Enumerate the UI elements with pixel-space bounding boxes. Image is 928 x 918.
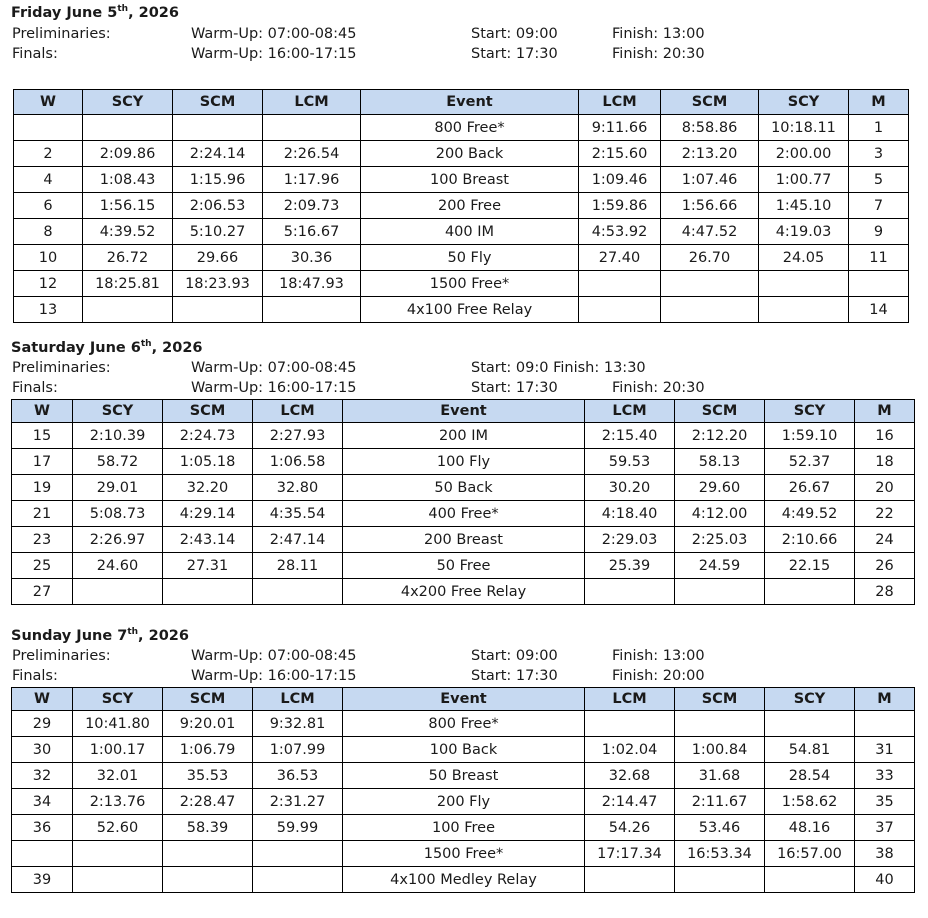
preliminaries-start: Start: 09:00 [471,26,558,42]
time-cell: 38 [855,841,915,867]
column-header: LCM [253,688,343,711]
column-header: SCY [765,400,855,423]
event-cell: 100 Back [343,737,585,763]
time-cell [73,867,163,893]
time-cell: 1:00.17 [73,737,163,763]
table-row [12,423,915,449]
time-cell [163,867,253,893]
table-row [12,475,915,501]
event-cell: 1500 Free* [361,271,579,297]
time-cell [765,867,855,893]
table-row [12,763,915,789]
time-cell: 2:26.97 [73,527,163,553]
times-table [13,89,909,323]
time-cell [263,115,361,141]
time-cell [585,867,675,893]
finals-start: Start: 17:30 [471,46,558,62]
preliminaries-start: Start: 09:0 Finish: 13:30 [471,360,646,376]
time-cell [855,711,915,737]
column-header: M [855,400,915,423]
finals-finish: Finish: 20:30 [612,380,705,396]
time-cell: 2:06.53 [173,193,263,219]
table-row [14,193,909,219]
day-title-year: , 2026 [128,5,179,21]
finals-finish: Finish: 20:30 [612,46,705,62]
preliminaries-warmup: Warm-Up: 07:00-08:45 [191,648,357,664]
event-cell: 50 Back [343,475,585,501]
header-row [12,400,915,423]
time-cell: 30 [12,737,73,763]
preliminaries-label: Preliminaries: [12,360,111,376]
day-section [0,340,928,630]
time-cell: 1:56.66 [661,193,759,219]
time-cell: 4:53.92 [579,219,661,245]
time-cell: 2:43.14 [163,527,253,553]
column-header: M [849,90,909,115]
time-cell: 1:07.46 [661,167,759,193]
times-table [11,399,915,605]
table-row [12,449,915,475]
time-cell: 34 [12,789,73,815]
column-header: Event [343,688,585,711]
time-cell [14,115,83,141]
time-cell: 4:39.52 [83,219,173,245]
time-cell: 2:24.73 [163,423,253,449]
time-cell: 26.72 [83,245,173,271]
event-cell: 1500 Free* [343,841,585,867]
event-cell: 50 Fly [361,245,579,271]
time-cell: 10:18.11 [759,115,849,141]
event-cell: 400 Free* [343,501,585,527]
event-cell: 400 IM [361,219,579,245]
table-row [12,789,915,815]
time-cell: 10 [14,245,83,271]
event-cell: 200 Back [361,141,579,167]
time-cell: 31 [855,737,915,763]
day-title [11,340,203,356]
time-cell: 4:18.40 [585,501,675,527]
time-cell: 12 [14,271,83,297]
time-cell: 26 [855,553,915,579]
time-cell: 28.54 [765,763,855,789]
time-cell: 22.15 [765,553,855,579]
time-cell: 2:09.73 [263,193,361,219]
time-cell: 39 [12,867,73,893]
table-row [12,711,915,737]
time-cell: 30.36 [263,245,361,271]
time-cell [675,711,765,737]
column-header: W [12,400,73,423]
preliminaries-start: Start: 09:00 [471,648,558,664]
time-cell [263,297,361,323]
time-cell: 2:13.20 [661,141,759,167]
time-cell: 2:27.93 [253,423,343,449]
time-cell: 1:00.84 [675,737,765,763]
table-row [14,219,909,245]
time-cell: 7 [849,193,909,219]
time-cell [661,271,759,297]
time-cell: 2:12.20 [675,423,765,449]
time-cell: 36.53 [253,763,343,789]
time-cell: 58.72 [73,449,163,475]
time-cell: 53.46 [675,815,765,841]
column-header: SCY [759,90,849,115]
time-cell: 24.59 [675,553,765,579]
finals-start: Start: 17:30 [471,380,558,396]
time-cell: 2:31.27 [253,789,343,815]
time-cell: 27 [12,579,73,605]
time-cell: 11 [849,245,909,271]
time-cell: 33 [855,763,915,789]
time-cell: 24.60 [73,553,163,579]
column-header: Event [361,90,579,115]
time-cell: 2:13.76 [73,789,163,815]
day-title-text: Saturday June 6 [11,340,141,356]
time-cell: 2:29.03 [585,527,675,553]
finals-warmup: Warm-Up: 16:00-17:15 [191,380,357,396]
time-cell: 16:53.34 [675,841,765,867]
finals-warmup: Warm-Up: 16:00-17:15 [191,46,357,62]
time-cell [83,297,173,323]
time-cell: 32.01 [73,763,163,789]
column-header: W [12,688,73,711]
time-cell: 2:10.66 [765,527,855,553]
time-cell: 54.26 [585,815,675,841]
times-table [11,687,915,893]
preliminaries-label: Preliminaries: [12,648,111,664]
table-row [12,737,915,763]
time-cell: 19 [12,475,73,501]
time-cell: 58.39 [163,815,253,841]
time-cell: 32 [12,763,73,789]
time-cell: 54.81 [765,737,855,763]
time-cell: 5 [849,167,909,193]
table-row [14,297,909,323]
preliminaries-finish: Finish: 13:00 [612,26,705,42]
time-cell: 1:59.86 [579,193,661,219]
time-cell [759,297,849,323]
column-header: LCM [579,90,661,115]
time-cell: 1:56.15 [83,193,173,219]
day-title-year: , 2026 [151,340,203,356]
time-cell [765,579,855,605]
table-row [14,141,909,167]
time-cell: 1:45.10 [759,193,849,219]
time-cell: 1 [849,115,909,141]
day-section [0,4,928,318]
time-cell: 2:10.39 [73,423,163,449]
time-cell: 58.13 [675,449,765,475]
time-cell: 18 [855,449,915,475]
time-cell: 2:24.14 [173,141,263,167]
time-cell: 1:05.18 [163,449,253,475]
day-title [11,628,189,644]
time-cell: 9:20.01 [163,711,253,737]
time-cell: 2:00.00 [759,141,849,167]
table-row [14,115,909,141]
time-cell: 2:28.47 [163,789,253,815]
time-cell: 5:10.27 [173,219,263,245]
time-cell: 4 [14,167,83,193]
time-cell: 16 [855,423,915,449]
day-section [0,628,928,918]
time-cell: 28.11 [253,553,343,579]
time-cell [163,841,253,867]
column-header: SCM [661,90,759,115]
time-cell: 25.39 [585,553,675,579]
time-cell: 18:25.81 [83,271,173,297]
column-header: SCM [163,400,253,423]
column-header: SCY [73,400,163,423]
time-cell: 4:35.54 [253,501,343,527]
finals-warmup: Warm-Up: 16:00-17:15 [191,668,357,684]
time-cell: 21 [12,501,73,527]
table-row [12,841,915,867]
time-cell: 10:41.80 [73,711,163,737]
column-header: SCY [765,688,855,711]
time-cell: 5:16.67 [263,219,361,245]
time-cell [675,579,765,605]
time-cell: 15 [12,423,73,449]
time-cell: 2:15.40 [585,423,675,449]
column-header: SCY [73,688,163,711]
time-cell: 1:59.10 [765,423,855,449]
time-cell: 17:17.34 [585,841,675,867]
day-title-suffix: th [140,339,152,349]
column-header: SCM [675,400,765,423]
preliminaries-label: Preliminaries: [12,26,111,42]
time-cell: 1:06.79 [163,737,253,763]
time-cell: 35.53 [163,763,253,789]
time-cell [253,841,343,867]
time-cell: 1:58.62 [765,789,855,815]
time-cell [849,271,909,297]
time-cell [585,711,675,737]
time-cell [253,579,343,605]
finals-label: Finals: [12,668,58,684]
time-cell: 4:12.00 [675,501,765,527]
table-row [14,245,909,271]
table-row [12,553,915,579]
event-cell: 4x100 Medley Relay [343,867,585,893]
time-cell: 1:07.99 [253,737,343,763]
time-cell: 32.20 [163,475,253,501]
time-cell: 35 [855,789,915,815]
time-cell [83,115,173,141]
time-cell: 1:17.96 [263,167,361,193]
column-header: SCY [83,90,173,115]
event-cell: 800 Free* [361,115,579,141]
time-cell: 9:11.66 [579,115,661,141]
time-cell: 26.70 [661,245,759,271]
column-header: SCM [163,688,253,711]
time-cell: 30.20 [585,475,675,501]
day-title-year: , 2026 [138,628,189,644]
time-cell: 4:29.14 [163,501,253,527]
time-cell [661,297,759,323]
column-header: LCM [263,90,361,115]
column-header: M [855,688,915,711]
time-cell: 1:06.58 [253,449,343,475]
time-cell: 59.53 [585,449,675,475]
time-cell [675,867,765,893]
column-header: SCM [675,688,765,711]
time-cell [579,271,661,297]
time-cell: 2 [14,141,83,167]
time-cell: 36 [12,815,73,841]
time-cell: 52.37 [765,449,855,475]
event-cell: 4x100 Free Relay [361,297,579,323]
time-cell: 1:00.77 [759,167,849,193]
time-cell: 2:15.60 [579,141,661,167]
event-cell: 200 IM [343,423,585,449]
table-row [12,579,915,605]
time-cell: 18:23.93 [173,271,263,297]
time-cell [12,841,73,867]
finals-finish: Finish: 20:00 [612,668,705,684]
time-cell [579,297,661,323]
time-cell: 32.80 [253,475,343,501]
header-row [12,688,915,711]
time-cell [173,297,263,323]
event-cell: 800 Free* [343,711,585,737]
time-cell: 3 [849,141,909,167]
day-title-suffix: th [127,627,139,637]
time-cell: 2:09.86 [83,141,173,167]
time-cell [765,711,855,737]
time-cell: 2:14.47 [585,789,675,815]
time-cell: 29 [12,711,73,737]
day-title-text: Sunday June 7 [11,628,128,644]
column-header: W [14,90,83,115]
column-header: Event [343,400,585,423]
time-cell: 27.31 [163,553,253,579]
time-cell: 9 [849,219,909,245]
time-cell: 1:08.43 [83,167,173,193]
time-cell: 40 [855,867,915,893]
time-cell: 18:47.93 [263,271,361,297]
event-cell: 100 Fly [343,449,585,475]
time-cell: 5:08.73 [73,501,163,527]
day-title-text: Friday June 5 [11,5,118,21]
time-cell [73,841,163,867]
time-cell: 31.68 [675,763,765,789]
time-cell: 48.16 [765,815,855,841]
time-cell [73,579,163,605]
event-cell: 100 Breast [361,167,579,193]
column-header: LCM [585,688,675,711]
event-cell: 4x200 Free Relay [343,579,585,605]
preliminaries-warmup: Warm-Up: 07:00-08:45 [191,360,357,376]
time-cell [253,867,343,893]
time-cell: 14 [849,297,909,323]
column-header: LCM [253,400,343,423]
time-cell: 1:02.04 [585,737,675,763]
time-cell [585,579,675,605]
event-cell: 200 Fly [343,789,585,815]
table-row [12,815,915,841]
event-cell: 200 Free [361,193,579,219]
time-cell: 8:58.86 [661,115,759,141]
time-cell: 1:15.96 [173,167,263,193]
time-cell: 4:47.52 [661,219,759,245]
time-cell: 37 [855,815,915,841]
time-cell: 26.67 [765,475,855,501]
preliminaries-finish: Finish: 13:00 [612,648,705,664]
header-row [14,90,909,115]
table-row [14,167,909,193]
time-cell: 52.60 [73,815,163,841]
column-header: LCM [585,400,675,423]
time-cell: 8 [14,219,83,245]
time-cell [173,115,263,141]
time-cell: 29.66 [173,245,263,271]
time-cell: 27.40 [579,245,661,271]
day-title [11,5,179,21]
finals-start: Start: 17:30 [471,668,558,684]
finals-label: Finals: [12,46,58,62]
time-cell: 22 [855,501,915,527]
time-cell: 29.01 [73,475,163,501]
column-header: SCM [173,90,263,115]
event-cell: 50 Free [343,553,585,579]
event-cell: 200 Breast [343,527,585,553]
table-row [12,867,915,893]
time-cell: 32.68 [585,763,675,789]
time-cell: 6 [14,193,83,219]
time-cell: 13 [14,297,83,323]
time-cell: 59.99 [253,815,343,841]
time-cell: 2:47.14 [253,527,343,553]
table-row [14,271,909,297]
time-cell: 2:11.67 [675,789,765,815]
time-cell: 9:32.81 [253,711,343,737]
table-row [12,527,915,553]
time-cell: 1:09.46 [579,167,661,193]
event-cell: 100 Free [343,815,585,841]
time-cell: 23 [12,527,73,553]
time-cell: 2:26.54 [263,141,361,167]
time-cell: 4:19.03 [759,219,849,245]
time-cell: 24 [855,527,915,553]
day-title-suffix: th [117,4,129,14]
preliminaries-warmup: Warm-Up: 07:00-08:45 [191,26,357,42]
time-cell: 28 [855,579,915,605]
time-cell: 16:57.00 [765,841,855,867]
finals-label: Finals: [12,380,58,396]
time-cell: 2:25.03 [675,527,765,553]
table-row [12,501,915,527]
time-cell: 24.05 [759,245,849,271]
time-cell: 29.60 [675,475,765,501]
time-cell: 17 [12,449,73,475]
time-cell: 4:49.52 [765,501,855,527]
time-cell: 20 [855,475,915,501]
time-cell: 25 [12,553,73,579]
time-cell [759,271,849,297]
event-cell: 50 Breast [343,763,585,789]
time-cell [163,579,253,605]
